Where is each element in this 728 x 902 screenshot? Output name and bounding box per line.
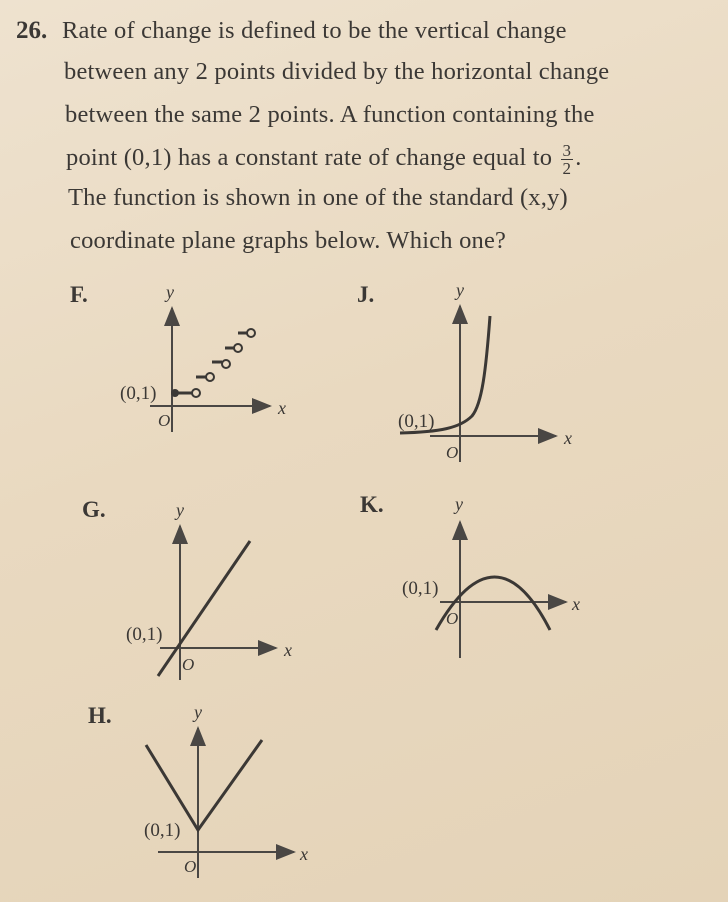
question-line: between the same 2 points. A function containing the xyxy=(65,101,595,128)
question-line: Rate of change is defined to be the vertical change xyxy=(62,17,567,44)
option-k-label[interactable]: K. xyxy=(360,492,384,517)
option-h-label[interactable]: H. xyxy=(88,703,112,728)
point-label: (0,1) xyxy=(120,383,157,404)
point-label: (0,1) xyxy=(402,578,439,599)
question-line: point (0,1) has a constant rate of change equal to xyxy=(66,144,553,172)
question-line: coordinate plane graphs below. Which one? xyxy=(70,227,507,254)
x-axis-label: x xyxy=(278,398,286,418)
y-axis-label: y xyxy=(455,494,463,514)
y-axis-label: y xyxy=(176,500,184,520)
option-f-label[interactable]: F. xyxy=(70,282,88,307)
point-label: (0,1) xyxy=(126,624,163,645)
origin-label: O xyxy=(446,443,459,462)
x-axis-label: x xyxy=(572,594,580,614)
point-label: (0,1) xyxy=(144,820,181,841)
period: . xyxy=(575,144,582,172)
question-line: The function is shown in one of the standard (x,y) xyxy=(68,184,568,211)
y-axis-label: y xyxy=(194,702,202,722)
x-axis-label: x xyxy=(300,844,308,864)
x-axis-label: x xyxy=(564,428,572,448)
fraction-denominator: 2 xyxy=(562,159,572,178)
origin-label: O xyxy=(446,609,459,628)
x-axis-label: x xyxy=(284,640,292,660)
origin-label: O xyxy=(184,857,197,876)
y-axis-label: y xyxy=(166,282,174,302)
origin-label: O xyxy=(158,411,171,430)
question-number: 26. xyxy=(16,17,48,44)
y-axis-label: y xyxy=(456,280,464,300)
absolute-value-graph xyxy=(146,740,262,830)
option-g-label[interactable]: G. xyxy=(82,497,106,522)
option-j-label[interactable]: J. xyxy=(357,282,375,307)
origin-label: O xyxy=(182,655,195,674)
point-label: (0,1) xyxy=(398,411,435,432)
question-line: between any 2 points divided by the horizontal change xyxy=(64,58,610,85)
fraction-numerator: 3 xyxy=(562,141,572,160)
